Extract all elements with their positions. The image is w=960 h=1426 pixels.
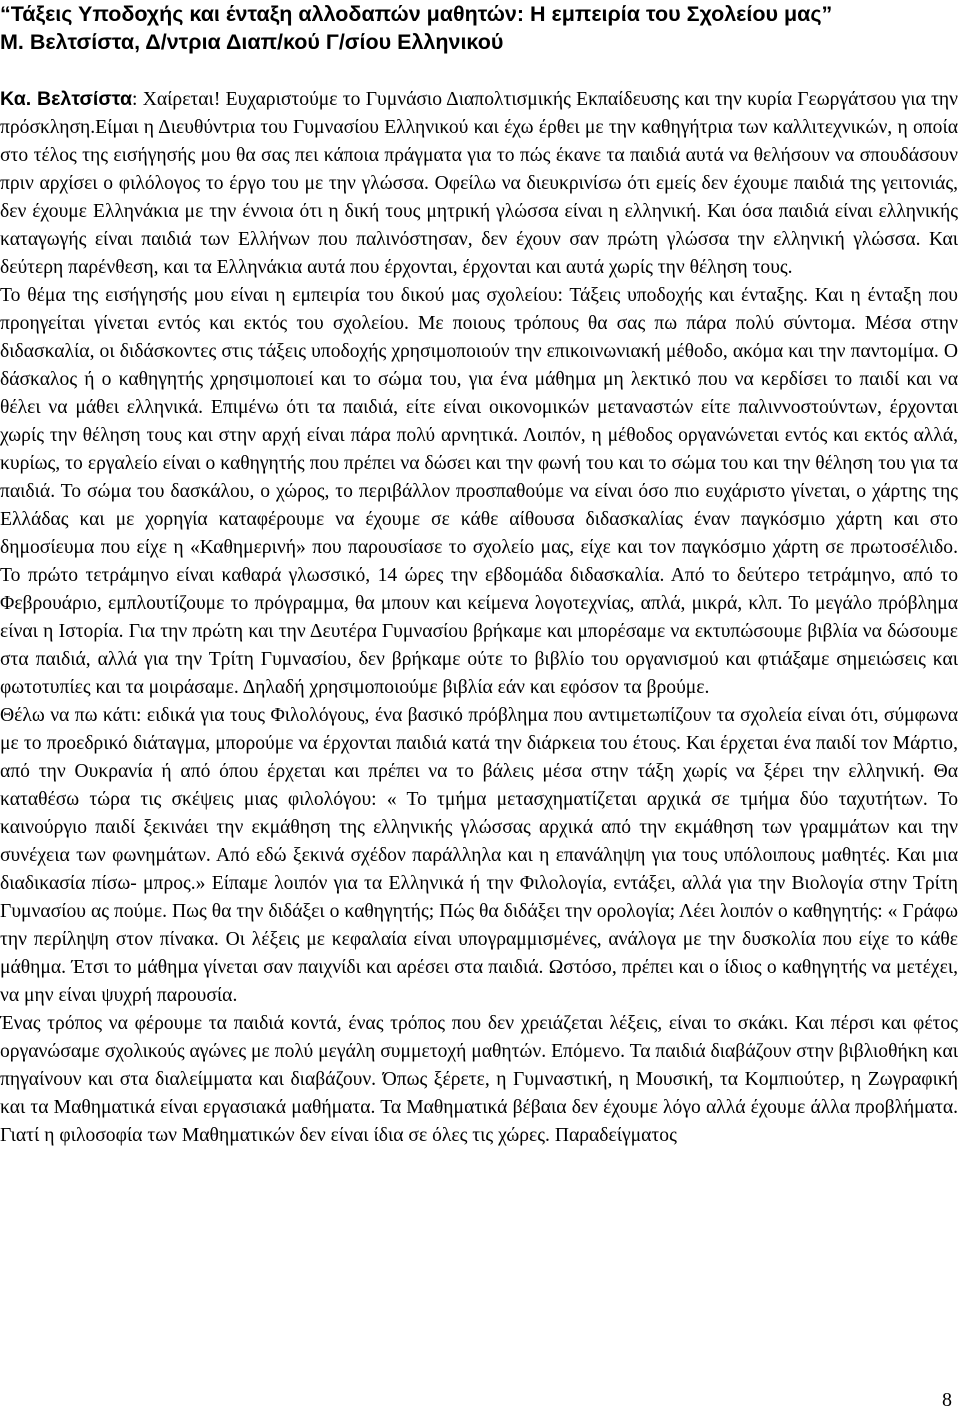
paragraph	[0, 85, 958, 282]
paragraph: Ένας τρόπος να φέρουμε τα παιδιά κοντά, ένας τρόπος που δεν χρειάζεται λέξεις, είναι το σκάκι. Και πέρσι και φέτος οργανώσαμε σχολικούς αγώνες με πολύ μεγάλη συμμετοχή μαθητών. Επόμενο. Τα παιδιά διαβάζουν στην βιβλιοθήκη και πηγαίνουν και στα διαλείμματα και διαβάζουν. Όπως ξέρετε, η Γυμναστική, η Μουσική, τα Κομπιούτερ, η Ζωγραφική και τα Μαθηματικά είναι εργασιακά μαθήματα. Τα Μαθηματικά βέβαια δεν έχουμε λόγο αλλά έχουμε άλλα προβλήματα. Γιατί η φιλοσοφία των Μαθηματικών δεν είναι ίδια σε όλες τις χώρες. Παραδείγματος	[0, 1013, 958, 1146]
paragraph: Θέλω να πω κάτι: ειδικά για τους Φιλολόγους, ένα βασικό πρόβλημα που αντιμετωπίζουν τα σχολεία είναι ότι, σύμφωνα με το προεδρικό διάταγμα, μπορούμε να έρχονται παιδιά κατά την διάρκεια του έτους. Και έρχεται ένα παιδί τον Μάρτιο, από την Ουκρανία ή από όπου έρχεται και πρέπει να το βάλεις μέσα στην τάξη χωρίς να ξέρει την ελληνική. Θα καταθέσω τώρα τις σκέψεις μιας φιλολόγου: « Το τμήμα μετασχηματίζεται αρχικά σε τμήμα δύο ταχυτήτων. Το καινούργιο παιδί ξεκινάει την εκμάθηση της ελληνικής γλώσσας αρχικά από την εκμάθηση των γραμμάτων και την συνέχεια των φωνημάτων. Από εδώ ξεκινά σχέδον παράλληλα και η επανάληψη για τους υπόλοιπους μαθητές. Και μια διαδικασία πίσω- μπρος.» Είπαμε λοιπόν για τα Ελληνικά ή την Φιλολογία, εντάξει, αλλά για την Βιολογία στην Τρίτη Γυμνασίου ας πούμε. Πως θα την διδάξει ο καθηγητής; Πώς θα διδάξει την ορολογία; Λέει λοιπόν ο καθηγητής: « Γράφω την περίληψη στον πίνακα. Οι λέξεις με κεφαλαία είναι υπογραμμισμένες, ανάλογα με την δυσκολία που είχε το κάθε μάθημα. Έτσι το μάθημα γίνεται σαν παιχνίδι και αρέσει στα παιδιά. Ωστόσο, πρέπει και ο ίδιος ο καθηγητής να μετέχει, να μην είναι ψυχρή παρουσία.	[0, 705, 958, 1006]
page-number: 8	[942, 1389, 952, 1411]
speaker-name: Κα. Βελτσίστα	[0, 88, 133, 110]
paragraph-text: : Χαίρεται! Ευχαριστούμε το Γυμνάσιο Διαπολτισμικής Εκπαίδευσης και την κυρία Γεωργάτσου για την πρόσκληση.Είμαι η Διευθύντρια του Γυμνασίου Ελληνικού και έχω έρθει με την καθηγήτρια των καλλιτεχνικών, η οποία στο τέλος της εισήγησής μου θα σας πει κάποια πράγματα για το πώς έκανε τα παιδιά αυτά να θελήσουν να σπουδάσουν πριν αρχίσει ο φιλόλογος το έργο του με την γλώσσα. Οφείλω να διευκρινίσω ότι εμείς δεν έχουμε παιδιά της γειτονιάς, δεν έχουμε Ελληνάκια με την έννοια ότι η δική τους μητρική γλώσσα είναι η ελληνική. Και όσα παιδιά είναι ελληνικής καταγωγής είναι παιδιά των Ελλήνων που παλινόστησαν, δεν έχουν σαν πρώτη γλώσσα την ελληνική γλώσσα. Και δεύτερη παρένθεση, και τα Ελληνάκια αυτά που έρχονται, έρχονται και αυτά χωρίς την θέληση τους.	[0, 89, 958, 278]
document-author: Μ. Βελτσίστα, Δ/ντρια Διαπ/κού Γ/σίου Ελληνικού	[0, 30, 504, 54]
paragraph: Το θέμα της εισήγησής μου είναι η εμπειρία του δικού μας σχολείου: Τάξεις υποδοχής και ένταξης. Και η ένταξη που προηγείται γίνεται εντός και εκτός του σχολείου. Με ποιους τρόπους θα σας πω πάρα πολύ σύντομα. Μέσα στην διδασκαλία, οι διδάσκοντες στις τάξεις υποδοχής χρησιμοποιούν την επικοινωνιακή μέθοδο, ακόμα και την παντομίμα. Ο δάσκαλος ή ο καθηγητής χρησιμοποιεί και το σώμα του, για ένα μάθημα μη λεκτικό που να κερδίσει το παιδί και να θέλει να μάθει ελληνικά. Επιμένω ότι τα παιδιά, είτε είναι οικονομικών μεταναστών είτε παλιννοστούντων, έρχονται χωρίς την θέληση τους και στην αρχή είναι πάρα πολύ αρνητικά. Λοιπόν, η μέθοδος οργανώνεται εντός και εκτός αλλά, κυρίως, το εργαλείο είναι ο καθηγητής που πρέπει να δώσει και την φωνή του και το σώμα του και την θέληση του για τα παιδιά. Το σώμα του δασκάλου, ο χώρος, το περιβάλλον προσπαθούμε να είναι όσο πιο ευχάριστο γίνεται, ο χάρτης της Ελλάδας και με χορηγία καταφέρουμε να έχουμε σε κάθε αίθουσα διδασκαλίας έναν παγκόσμιο χάρτη και στο δημοσίευμα που είχε η «Καθημερινή» που παρουσίασε το σχολείο μας, είχε και τον παγκόσμιο χάρτη σε πρωτοσέλιδο. Το πρώτο τετράμηνο είναι καθαρά γλωσσικό, 14 ώρες την εβδομάδα διδασκαλία. Από το δεύτερο τετράμηνο, από το Φεβρουάριο, εμπλουτίζουμε το πρόγραμμα, θα μπουν και κείμενα λογοτεχνίας, απλά, μικρά, κλπ. Το μεγάλο πρόβλημα είναι η Ιστορία. Για την πρώτη και την Δευτέρα Γυμνασίου βρήκαμε και μπορέσαμε να εκτυπώσουμε βιβλία να δώσουμε στα παιδιά, αλλά για την Τρίτη Γυμνασίου, δεν βρήκαμε ούτε το βιβλίο του οργανισμού και φτιάξαμε σημειώσεις και φωτοτυπίες και τα μοιράσαμε. Δηλαδή χρησιμοποιούμε βιβλία εάν και εφόσον τα βρούμε.	[0, 285, 958, 698]
document-header	[0, 0, 960, 56]
document-body	[0, 85, 958, 1150]
document-title: “Τάξεις Υποδοχής και ένταξη αλλοδαπών μαθητών: Η εμπειρία του Σχολείου μας”	[0, 2, 833, 26]
